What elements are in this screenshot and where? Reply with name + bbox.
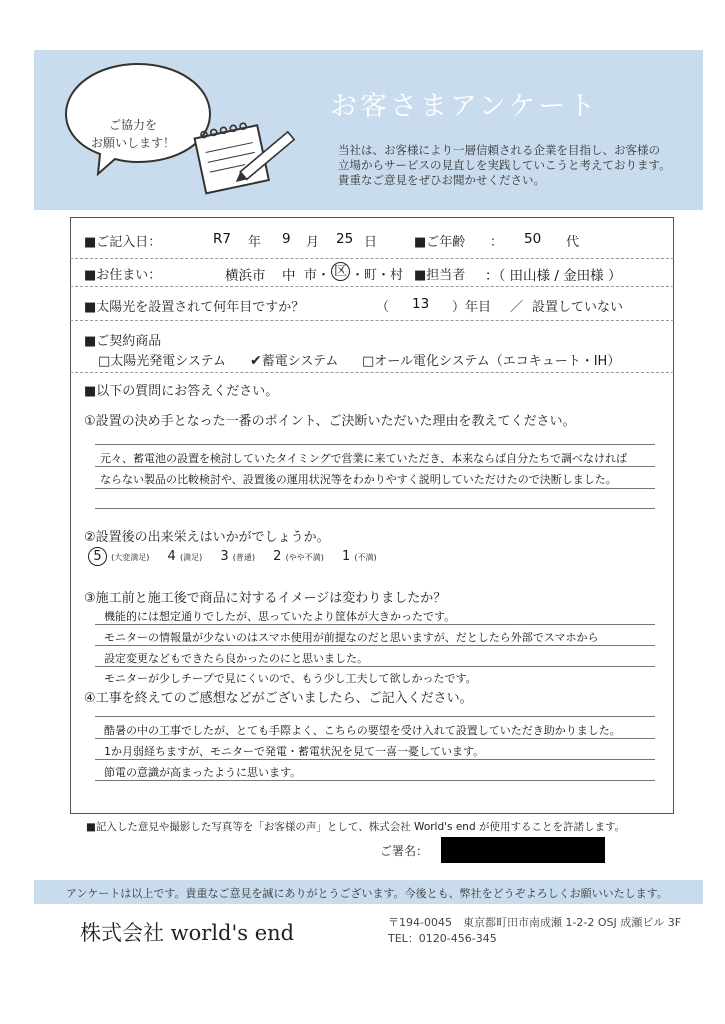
date-day: 25 — [336, 231, 354, 247]
rating-1: 1 — [341, 549, 351, 564]
rating-2: 2 — [273, 549, 282, 564]
address-ward-name: 中 — [282, 268, 296, 284]
staff-label: ■担当者 — [414, 268, 466, 283]
rating-1-label: (不満) — [354, 553, 377, 562]
address-ku: 区 — [331, 262, 350, 281]
rating-4: 4 — [167, 549, 176, 564]
address-city: 横浜市 — [225, 268, 266, 284]
rating-options — [88, 547, 377, 566]
checkmark-icon: ✔ — [250, 353, 262, 369]
date-day-unit: 日 — [364, 235, 378, 250]
bubble-line-1: ご協力を — [108, 118, 157, 132]
date-label: ■ご記入日： — [84, 235, 162, 250]
question-1: ①設置の決め手となった一番のポイント、ご決断いただいた理由を教えてください。 — [84, 414, 576, 429]
product-solar: □太陽光発電システム — [98, 354, 226, 369]
intro-line-3: 貴重なご意見をぜひお聞かせください。 — [338, 173, 545, 187]
date-month-unit: 月 — [306, 235, 320, 250]
rating-5-selected: 5 — [88, 547, 107, 566]
rating-2-label: (やや不満) — [285, 553, 324, 562]
rating-5-label: (大変満足) — [111, 553, 150, 562]
question-2: ②設置後の出来栄えはいかがでしょうか。 — [84, 530, 330, 545]
q3-answer-line-4: モニターが少しチープで見にくいので、もう少し工夫して欲しかったです。 — [104, 672, 477, 685]
age-value: 50 — [524, 231, 542, 247]
company-name: 株式会社 world's end — [80, 921, 295, 945]
company-address — [388, 915, 681, 947]
product-battery: 蓄電システム — [261, 354, 339, 369]
q4-answer-line-3: 節電の意識が高まったように思います。 — [104, 766, 302, 779]
product-battery-option — [250, 350, 338, 369]
age-label: ■ご年齢 — [414, 235, 466, 250]
divider — [70, 258, 674, 259]
solar-question: ■太陽光を設置されて何年目ですか？ — [84, 300, 305, 315]
q1-answer-line-2: ならない製品の比較検討や、設置後の運用状況等をわかりやすく説明していただけたので決断しました。 — [100, 473, 617, 486]
address-shi: 市・ — [304, 268, 331, 283]
rating-3-label: (普通) — [232, 553, 256, 562]
questions-label: ■以下の質問にお答えください。 — [84, 384, 279, 399]
solar-years: 13 — [412, 296, 430, 312]
notepad-pencil-icon — [188, 110, 308, 200]
date-month: 9 — [282, 231, 291, 247]
q3-answer-line-2: モニターの情報量が少ないのはスマホ使用が前提なのだと思いますが、だとしたら外部でスマホから — [104, 631, 599, 644]
q4-answer-line-2: 1か月弱経ちますが、モニターで発電・蓄電状況を見て一喜一憂しています。 — [104, 745, 485, 758]
bubble-text — [60, 116, 206, 152]
question-4: ④工事を終えてのご感想などがございましたら、ご記入ください。 — [84, 691, 473, 706]
solar-close: ）年目 — [452, 300, 492, 315]
intro-line-2: 立場からサービスの見直しを実践していこうと考えております。 — [338, 158, 671, 172]
intro-line-1: 当社は、お客様により一層信頼される企業を目指し、お客様の — [338, 143, 660, 157]
footer-thanks: アンケートは以上です。貴重なご意見を誠にありがとうございます。今後とも、弊社をどうぞよろしくお願いいたします。 — [66, 887, 668, 900]
products-label: ■ご契約商品 — [84, 334, 162, 349]
bubble-line-2: お願いします！ — [90, 136, 175, 150]
intro-text — [338, 143, 698, 188]
q4-answer-line-1: 酷暑の中の工事でしたが、とても手際よく、こちらの要望を受け入れて設置していただき助かりました。 — [104, 724, 621, 737]
signature-label: ご署名： — [380, 844, 429, 858]
address-line: 〒194-0045 東京都町田市南成瀬 1-2-2 OSJ 成瀬ビル 3F — [388, 916, 682, 929]
question-3: ③施工前と施工後で商品に対するイメージは変わりましたか？ — [84, 591, 447, 606]
address-suffix: ・町・村 — [351, 268, 404, 283]
q3-answer-line-3: 設定変更などもできたら良かったのにと思いました。 — [104, 652, 368, 665]
solar-none: 設置していない — [532, 300, 624, 315]
divider — [70, 286, 674, 287]
age-colon: ： — [490, 235, 504, 250]
q3-answer-line-1: 機能的には想定通りでしたが、思っていたより筐体が大きかったです。 — [104, 610, 456, 623]
q1-answer-line-1: 元々、蓄電池の設置を検討していたタイミングで営業に来ていただき、本来ならば自分たちで調べなければ — [100, 452, 628, 465]
page-title: お客さまアンケート — [330, 91, 599, 122]
divider — [70, 372, 674, 373]
address-label: ■お住まい： — [84, 268, 162, 283]
product-allelectric: □オール電化システム（エコキュート・IH） — [362, 354, 621, 369]
solar-open: （ — [376, 300, 390, 315]
consent-text: ■記入した意見や撮影した写真等を「お客様の声」として、株式会社 World's end が使用することを許諾します。 — [86, 821, 626, 833]
address-ku-selected — [331, 262, 350, 281]
rating-4-label: (満足) — [179, 553, 203, 562]
staff-value: ：（ 田山様 / 金田様 ） — [485, 268, 622, 284]
date-year-unit: 年 — [248, 235, 262, 250]
solar-slash: ／ — [510, 300, 524, 315]
date-era: R7 — [213, 231, 231, 247]
age-unit: 代 — [566, 235, 580, 250]
tel-line: TEL：0120-456-345 — [388, 932, 497, 945]
rating-3: 3 — [220, 549, 229, 564]
divider — [70, 320, 674, 321]
signature-redaction — [441, 837, 605, 863]
